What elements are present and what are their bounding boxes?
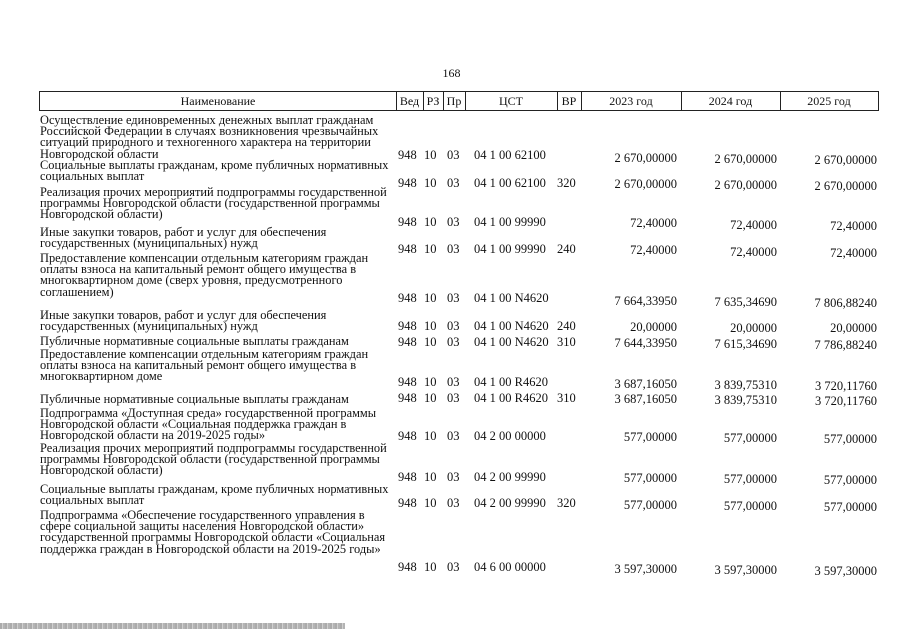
row-2023: 3 687,16050 (614, 377, 677, 391)
row-pr: 03 (447, 496, 460, 510)
row-ved: 948 (398, 291, 417, 305)
row-2025: 3 597,30000 (814, 564, 877, 578)
row-2024: 577,00000 (723, 431, 777, 445)
row-2023: 3 597,30000 (614, 562, 677, 576)
row-2023: 577,00000 (623, 471, 677, 485)
row-2024: 2 670,00000 (714, 178, 777, 192)
row-ved: 948 (398, 560, 417, 574)
row-cst: 04 2 00 00000 (474, 429, 546, 443)
row-name: Осуществление единовременных денежных выплат гражданам Российской Федерации в случаях возникновения чрезвычайных ситуаций природного и техногенного характера на территории Новгородской области (40, 113, 379, 161)
row-pr: 03 (447, 215, 460, 229)
row-2024: 2 670,00000 (714, 152, 777, 166)
row-cst: 04 1 00 N4620 (474, 319, 549, 333)
row-pr: 03 (447, 391, 460, 405)
row-ved: 948 (398, 375, 417, 389)
row-2023: 577,00000 (623, 430, 677, 444)
row-name: Подпрограмма «Доступная среда» государственной программы Новгородской области «Социальная поддержка граждан в Новгородской области на 2019-2025 годы» (40, 406, 377, 443)
row-rz: 10 (424, 176, 437, 190)
row-name: Подпрограмма «Обеспечение государственного управления в сфере социальной защиты населения Новгородской области» государственной программы Новгородской области «Социальная поддержка граждан в Новгородской области на 2019-2025 годы» (40, 508, 386, 556)
row-pr: 03 (447, 429, 460, 443)
row-cst: 04 1 00 62100 (474, 176, 546, 190)
row-2023: 2 670,00000 (614, 151, 677, 165)
row-ved: 948 (398, 148, 417, 162)
row-vr: 310 (557, 391, 576, 405)
row-2024: 3 839,75310 (714, 378, 777, 392)
row-ved: 948 (398, 391, 417, 405)
row-pr: 03 (447, 242, 460, 256)
page-number: 168 (442, 66, 461, 80)
row-pr: 03 (447, 335, 460, 349)
row-cst: 04 1 00 99990 (474, 215, 546, 229)
row-2024: 20,00000 (730, 321, 777, 335)
row-2023: 72,40000 (630, 243, 677, 257)
row-ved: 948 (398, 470, 417, 484)
row-2024: 577,00000 (723, 472, 777, 486)
col-2025-header: 2025 год (807, 94, 851, 108)
row-cst: 04 2 00 99990 (474, 470, 546, 484)
row-cst: 04 1 00 R4620 (474, 375, 548, 389)
row-2023: 2 670,00000 (614, 177, 677, 191)
row-2025: 3 720,11760 (814, 379, 877, 393)
row-pr: 03 (447, 148, 460, 162)
row-2024: 577,00000 (723, 499, 777, 513)
row-cst: 04 1 00 99990 (474, 242, 546, 256)
row-2024: 72,40000 (730, 218, 777, 232)
row-2024: 7 635,34690 (714, 295, 777, 309)
row-vr: 240 (557, 319, 576, 333)
row-2024: 72,40000 (730, 245, 777, 259)
row-cst: 04 1 00 R4620 (474, 391, 548, 405)
row-rz: 10 (424, 429, 437, 443)
col-rz-header: РЗ (426, 94, 440, 108)
row-rz: 10 (424, 560, 437, 574)
row-cst: 04 1 00 N4620 (474, 335, 549, 349)
col-2024-header: 2024 год (708, 94, 753, 108)
col-name-header: Наименование (180, 94, 256, 108)
row-rz: 10 (424, 215, 437, 229)
row-ved: 948 (398, 429, 417, 443)
row-name: Реализация прочих мероприятий подпрограммы государственной программы Новгородской области (государственной программы Новгородской области) (40, 441, 387, 478)
row-2025: 7 806,88240 (814, 296, 877, 310)
row-2024: 3 597,30000 (714, 563, 777, 577)
row-cst: 04 1 00 N4620 (474, 291, 549, 305)
row-vr: 320 (557, 176, 576, 190)
row-pr: 03 (447, 176, 460, 190)
row-name: Публичные нормативные социальные выплаты гражданам (40, 334, 349, 348)
row-2024: 7 615,34690 (714, 337, 777, 351)
row-name: Публичные нормативные социальные выплаты гражданам (40, 392, 349, 406)
row-vr: 240 (557, 242, 576, 256)
row-2023: 20,00000 (630, 320, 677, 334)
row-2023: 7 664,33950 (614, 294, 677, 308)
col-cst-header: ЦСТ (499, 94, 523, 108)
row-ved: 948 (398, 319, 417, 333)
row-pr: 03 (447, 319, 460, 333)
row-vr: 310 (557, 335, 576, 349)
row-2025: 7 786,88240 (814, 338, 877, 352)
row-rz: 10 (424, 496, 437, 510)
row-pr: 03 (447, 470, 460, 484)
row-name: Иные закупки товаров, работ и услуг для обеспечения государственных (муниципальных) нужд (40, 308, 327, 334)
col-vr-header: ВР (561, 94, 577, 108)
row-2025: 2 670,00000 (814, 179, 877, 193)
row-cst: 04 1 00 62100 (474, 148, 546, 162)
row-2025: 3 720,11760 (814, 394, 877, 408)
row-name: Социальные выплаты гражданам, кроме публичных нормативных социальных выплат (40, 158, 389, 184)
row-ved: 948 (398, 242, 417, 256)
row-rz: 10 (424, 470, 437, 484)
row-name: Иные закупки товаров, работ и услуг для обеспечения государственных (муниципальных) нужд (40, 225, 327, 251)
row-2023: 7 644,33950 (614, 336, 677, 350)
row-rz: 10 (424, 319, 437, 333)
row-ved: 948 (398, 215, 417, 229)
row-rz: 10 (424, 391, 437, 405)
row-2025: 20,00000 (830, 321, 877, 335)
row-pr: 03 (447, 560, 460, 574)
row-rz: 10 (424, 148, 437, 162)
col-2023-header: 2023 год (609, 94, 653, 108)
row-ved: 948 (398, 496, 417, 510)
scan-artifact (0, 623, 345, 629)
row-ved: 948 (398, 335, 417, 349)
row-name: Предоставление компенсации отдельным категориям граждан оплаты взноса на капитальный ремонт общего имущества в многоквартирном доме (40, 347, 369, 384)
row-2025: 72,40000 (830, 246, 877, 260)
row-rz: 10 (424, 375, 437, 389)
row-2024: 3 839,75310 (714, 393, 777, 407)
row-rz: 10 (424, 291, 437, 305)
row-2025: 577,00000 (823, 500, 877, 514)
row-2025: 577,00000 (823, 473, 877, 487)
row-rz: 10 (424, 335, 437, 349)
col-pr-header: Пр (446, 94, 462, 108)
row-2025: 72,40000 (830, 219, 877, 233)
row-name: Социальные выплаты гражданам, кроме публичных нормативных социальных выплат (40, 482, 389, 508)
row-2023: 3 687,16050 (614, 392, 677, 406)
row-cst: 04 6 00 00000 (474, 560, 546, 574)
row-pr: 03 (447, 291, 460, 305)
row-ved: 948 (398, 176, 417, 190)
row-2025: 577,00000 (823, 432, 877, 446)
table-header (39, 91, 879, 111)
row-vr: 320 (557, 496, 576, 510)
row-pr: 03 (447, 375, 460, 389)
row-cst: 04 2 00 99990 (474, 496, 546, 510)
row-2023: 577,00000 (623, 498, 677, 512)
row-rz: 10 (424, 242, 437, 256)
row-2023: 72,40000 (630, 216, 677, 230)
row-name: Предоставление компенсации отдельным категориям граждан оплаты взноса на капитальный ремонт общего имущества в многоквартирном доме (сверх уровня, предусмотренного соглашением) (40, 251, 369, 299)
col-ved-header: Вед (399, 94, 420, 108)
row-2025: 2 670,00000 (814, 153, 877, 167)
row-name: Реализация прочих мероприятий подпрограммы государственной программы Новгородской области (государственной программы Новгородской области) (40, 185, 387, 222)
